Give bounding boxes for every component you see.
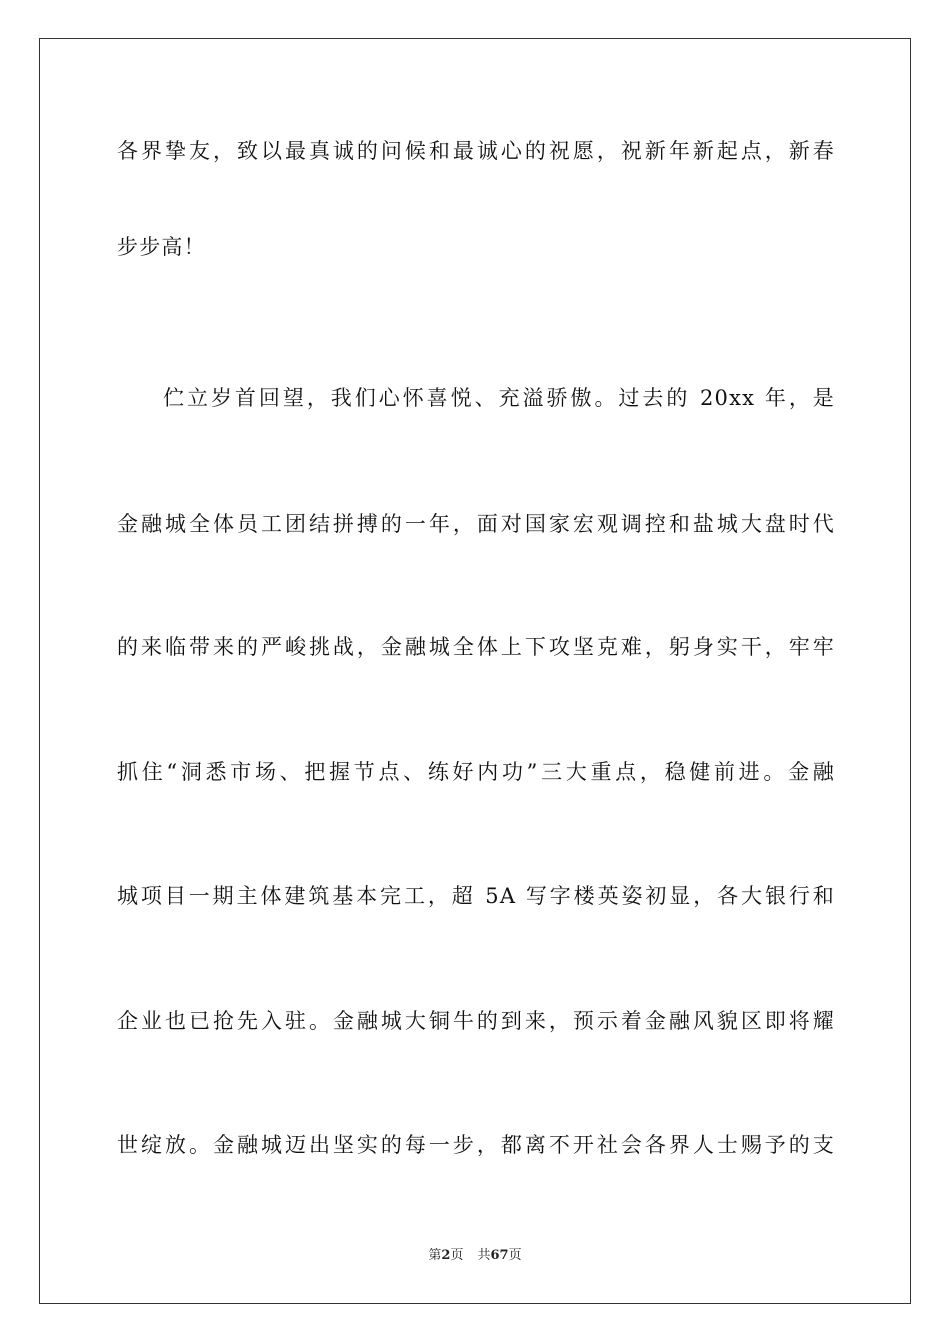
text-line-9: 世绽放。金融城迈出坚实的每一步，都离不开社会各界人士赐予的支 [117,1133,835,1157]
total-suffix: 页 [508,1248,522,1263]
text-line-4: 金融城全体员工团结拼搏的一年，面对国家宏观调控和盐城大盘时代 [117,512,835,536]
text-line-6: 抓住“洞悉市场、把握节点、练好内功”三大重点，稳健前进。金融 [117,760,835,784]
page-prefix: 第 [428,1248,442,1263]
text-line-1: 各界挚友，致以最真诚的问候和最诚心的祝愿，祝新年新起点，新春 [117,139,835,163]
text-line-8: 企业也已抢先入驻。金融城大铜牛的到来，预示着金融风貌区即将耀 [117,1009,835,1033]
page-border [39,38,911,1304]
total-pages: 67 [490,1248,509,1263]
text-line-2: 步步高！ [117,235,206,259]
text-line-7: 城项目一期主体建筑基本完工，超 5A 写字楼英姿初显，各大银行和 [117,884,835,908]
page-footer [0,1247,950,1265]
text-line-5: 的来临带来的严峻挑战，金融城全体上下攻坚克难，躬身实干，牢牢 [117,635,835,659]
text-line-3: 伫立岁首回望，我们心怀喜悦、充溢骄傲。过去的 20xx 年，是 [163,386,835,410]
page-suffix: 页 [450,1248,464,1263]
total-prefix: 共 [477,1248,491,1263]
page-number: 2 [441,1248,451,1263]
